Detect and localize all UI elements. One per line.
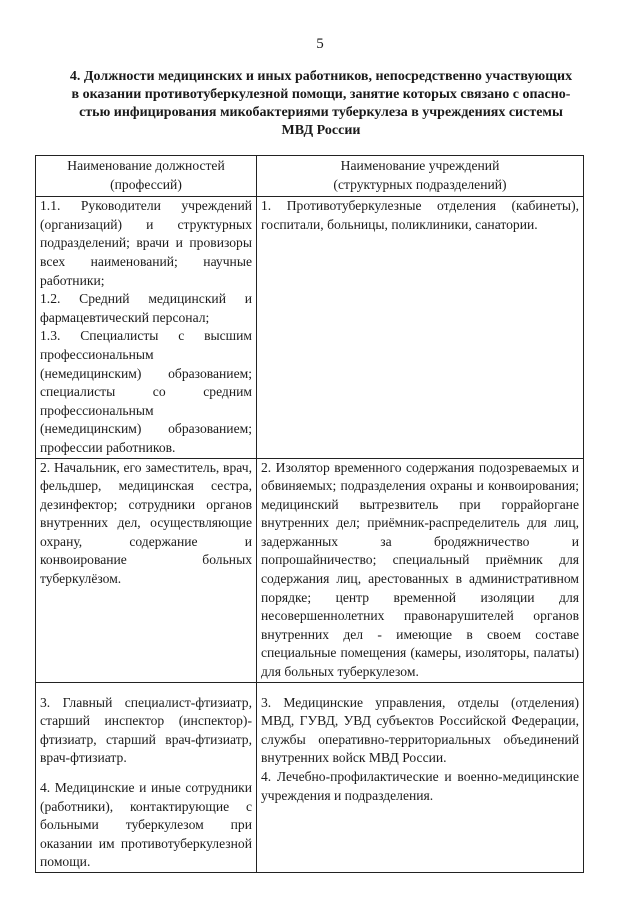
table-row (36, 197, 584, 458)
institutions-cell (257, 197, 584, 458)
table-row (36, 458, 584, 682)
cell-paragraph: 1.1. Руководители учреждений (организаций) и структурных подразделений; врачи и провизоры всех наименований; научные работники; (40, 198, 252, 288)
cell-paragraph: 4. Лечебно-профилактические и военно-медицинские учреждения и подразделения. (261, 769, 579, 803)
section-heading-line: МВД России (281, 123, 361, 138)
institutions-cell (257, 682, 584, 872)
header-text: Наименование учреждений (340, 158, 500, 173)
table-row (36, 682, 584, 872)
section-heading-line: стью инфицирования микобактериями туберкулеза в учреждениях системы (79, 105, 563, 120)
page-number: 5 (316, 36, 324, 52)
institutions-cell (257, 458, 584, 682)
cell-paragraph: 1. Противотуберкулезные отделения (кабинеты), госпитали, больницы, поликлиники, санатории. (261, 198, 579, 232)
cell-paragraph: 1.2. Средний медицинский и фармацевтический персонал; (40, 291, 252, 325)
table-header-row (36, 156, 584, 197)
section-heading-line: 4. Должности медицинских и иных работников, непосредственно участвующих (69, 69, 573, 84)
cell-paragraph: 4. Медицинские и иные сотрудники (работники), контактирующие с больными туберкулезом при оказании им противотуберкулезной помощи. (40, 780, 252, 870)
positions-cell (36, 458, 257, 682)
cell-paragraph: 3. Медицинские управления, отделы (отделения) МВД, ГУВД, УВД субъектов Российской Федерации, службы оперативно-территориальных объединений внутренних войск МВД России. (261, 694, 579, 766)
section-heading (30, 68, 612, 140)
cell-paragraph: 2. Начальник, его заместитель, врач, фельдшер, медицинская сестра, дезинфектор; сотрудники органов внутренних дел, осуществляющие охрану, содержание и конвоирование больных туберкулёзом. (40, 459, 252, 587)
header-positions (36, 156, 257, 197)
positions-cell (36, 682, 257, 872)
header-text: Наименование должностей (67, 158, 225, 173)
header-text: (профессий) (110, 176, 182, 192)
positions-table (35, 155, 584, 873)
header-institutions (257, 156, 584, 197)
header-text: (структурных подразделений) (333, 176, 507, 192)
positions-cell (36, 197, 257, 458)
cell-paragraph: 1.3. Специалисты с высшим профессиональным (немедицинским) образованием; специалисты со средним профессиональным (немедицинским) образованием; профессии работников. (40, 328, 252, 455)
section-heading-line: в оказании противотуберкулезной помощи, занятие которых связано с опасно- (71, 87, 571, 102)
cell-paragraph: 3. Главный специалист-фтизиатр, старший инспектор (инспектор)-фтизиатр, старший врач-фтизиатр, врач-фтизиатр. (40, 694, 252, 766)
cell-paragraph: 2. Изолятор временного содержания подозреваемых и обвиняемых; подразделения охраны и конвоирования; медицинский вытрезвитель при горрайоргане внутренних дел; приёмник-распределитель для лиц, задержанных за бродяжничество и попрошайничество; специальный приёмник для содержания лиц, арестованных в административном порядке; центр временной изоляции для несовершеннолетних правонарушителей органов внутренних дел - имеющие в своем составе специальные помещения (камеры, изоляторы, палаты) для больных туберкулезом. (261, 459, 579, 680)
